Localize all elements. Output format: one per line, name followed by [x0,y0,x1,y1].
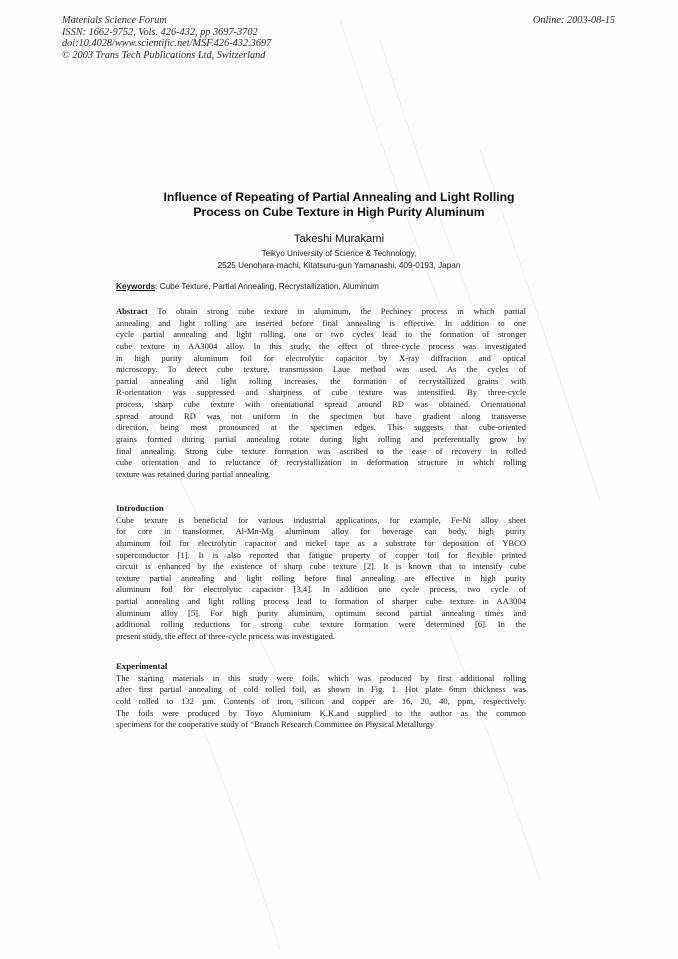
abstract-line: spread around RD was not uniform in the specimen but have gradient along transverse [116,410,526,421]
introduction-line: aluminum foil for electrolytic capacitor [3,4]. In addition one cycle process, two cycle of [116,584,526,595]
copyright-line: © 2003 Trans Tech Publications Ltd, Switzerland [62,49,266,61]
experimental-line: after first partial annealing of cold rolled foil, as shown in Fig. 1. Hot plate 6mm thickness was [116,684,526,695]
title-line: Process on Cube Texture in High Purity Aluminum [193,205,485,219]
abstract-line: cube texture in AA3004 alloy. In this study, the effect of three-cycle process was investigated [116,340,526,351]
abstract-line: cube orientation and to reluctance of recrystallization in deformation structure in which rolling [116,457,526,468]
keywords-label: Keywords [116,282,156,291]
experimental-heading: Experimental [116,661,168,671]
journal-name: Materials Science Forum [62,15,167,26]
experimental-line: The starting materials in this study were foils, which was produced by first additional rolling [116,672,526,683]
introduction-line: for core in transformer, Al-Mn-Mg aluminum alloy for beverage can body, high purity [116,526,526,537]
abstract-line: texture was retained during partial annealing. [116,468,271,479]
introduction-line: additional rolling reductions for strong cube texture formation were determined [6]. In the [116,619,526,630]
introduction-heading: Introduction [116,503,164,513]
title-line: Influence of Repeating of Partial Annealing and Light Rolling [163,190,515,204]
watermark-stroke [200,720,280,950]
abstract-line: R-orientation was suppressed and sharpness of cube texture was intensified. By three-cycle [116,387,526,398]
paper-title [100,190,578,220]
author-name: Takeshi Murakami [293,233,385,245]
introduction-line: circuit is enhanced by the existence of sharp cube texture [2]. It is known that to intensify cube [116,561,526,572]
introduction-line: Cube texture is beneficial for various industrial applications, for example, Fe-Ni alloy sheet [116,514,526,525]
affiliation-line: Teikyo University of Science & Technology, [261,249,417,258]
affiliation-line: 2525 Uenohara-machi, Kitatsuru-gun Yamanashi, 409-0193, Japan [217,260,461,270]
online-date: Online: 2003-08-15 [532,15,615,26]
introduction-line: partial annealing and light rolling process lead to formation of sharper cube texture in AA3004 [116,596,526,606]
experimental-section [116,661,526,731]
introduction-line: texture partial annealing and light rolling before final annealing are effective in high purity [116,572,526,583]
introduction-line: aluminum alloy [5]. For high purity aluminum, optimum second partial annealing times and [116,607,526,618]
abstract-line: partial annealing and light rolling increases, the formation of recrystallized grains with [116,375,526,386]
experimental-line: The foils were produced by Toyo Aluminium K.K.and supplied to the author as the common [116,707,526,718]
abstract-line: process, sharp cube texture with orientational spread around RD was obtained. Orientational [116,399,526,409]
introduction-line: superconductor [1]. It is also reported that fatigue property of copper foil for flexible printed [116,549,526,560]
author-affiliation [100,248,578,271]
issn-line: ISSN: 1662-9752, Vols. 426-432, pp 3697-3702 [62,26,258,38]
header-citation [62,15,271,61]
abstract-line-text: To obtain strong cube texture in aluminum, the Pechiney process in which partial [147,306,526,316]
abstract-line: microscopy. To detect cube texture, transmission Laue method was used. As the cycles of [116,364,526,375]
introduction-line: present study, the effect of three-cycle process was investigated. [116,630,336,641]
experimental-line: cold rolled to 132 µm. Contents of iron, silicon and copper are 16, 20, 40, ppm, respectively. [116,695,526,706]
abstract-line: grains formed during partial annealing rotate during light rolling and preferentially grow by [116,433,526,444]
abstract-line: cycle partial annealing and light rolling, one or two cycles lead to the formation of stronger [116,329,526,340]
keywords [116,282,379,292]
abstract-line: final annealing. Strong cube texture formation was ascribed to the ease of recovery in rolled [116,445,526,456]
abstract-line: annealing and light rolling are inserted before final annealing is effective. In addition to one [116,317,526,328]
introduction-line: aluminum foil for electrolytic capacitor and nickel tape as a substrate for deposition of YBCO [116,537,526,548]
introduction-section [116,503,526,643]
experimental-line: specimens for the cooperative study of “Branch Research Committee on Physical Metallurgy [116,719,435,730]
doi-link[interactable]: doi:10.4028/www.scientific.net/MSF.426-432.3697 [62,38,272,50]
abstract-line: direction, being most pronounced at the specimen edges. This suggests that cube-oriented [116,422,526,433]
keywords-text: : Cube Texture, Partial Annealing, Recrystallization, Aluminum [155,282,379,291]
abstract-line: in high purity aluminum foil for electrolytic capacitor by X-ray diffraction and optical [116,352,526,363]
abstract-section [116,306,526,480]
abstract-label: Abstract [116,306,148,316]
abstract-line [116,306,526,318]
